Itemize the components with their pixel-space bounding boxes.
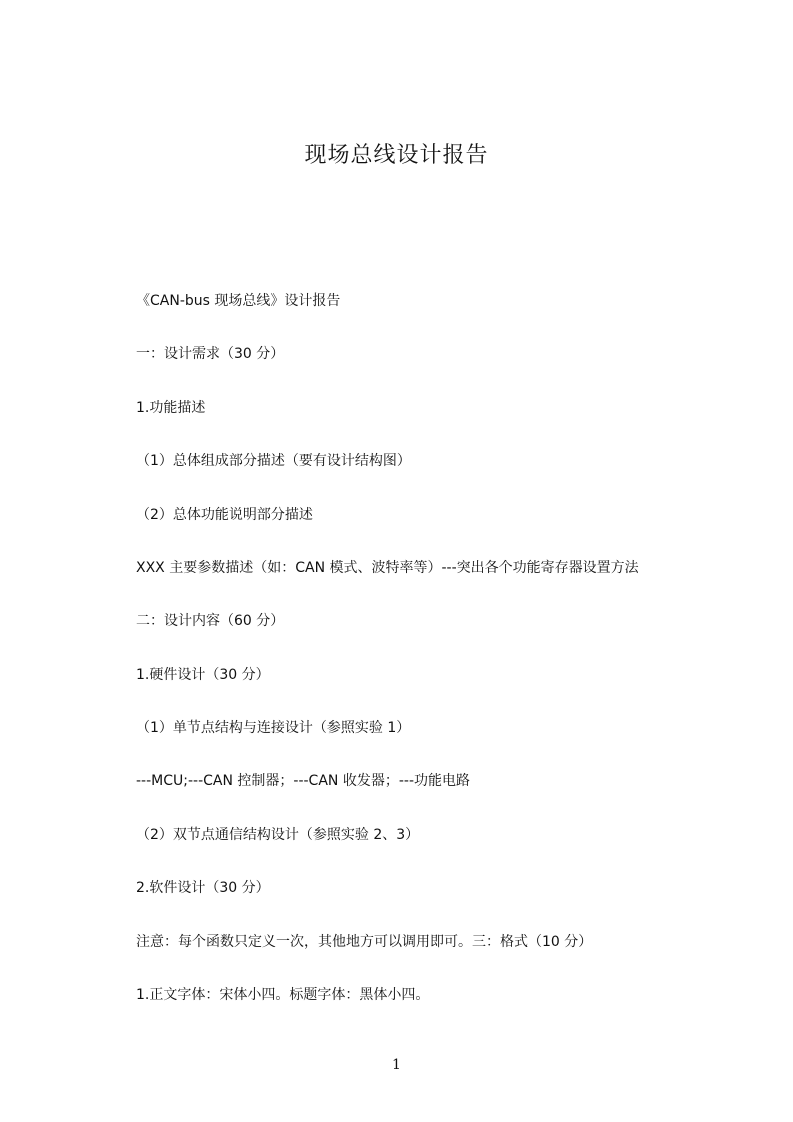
section-design-requirements: 一：设计需求（30 分）: [136, 346, 285, 362]
section-design-content: 二：设计内容（60 分）: [136, 613, 285, 629]
font-requirements: 1.正文字体：宋体小四。标题字体：黑体小四。: [136, 987, 430, 1003]
item-overall-components: （1）总体组成部分描述（要有设计结构图）: [136, 453, 411, 469]
subsection-hardware-design: 1.硬件设计（30 分）: [136, 667, 270, 683]
hardware-components-line: ---MCU;---CAN 控制器；---CAN 收发器；---功能电路: [136, 773, 470, 789]
subsection-function-description: 1.功能描述: [136, 400, 206, 416]
item-overall-functions: （2）总体功能说明部分描述: [136, 507, 313, 523]
item-dual-node-design: （2）双节点通信结构设计（参照实验 2、3）: [136, 827, 420, 843]
item-single-node-design: （1）单节点结构与连接设计（参照实验 1）: [136, 720, 411, 736]
note-and-format-section: 注意：每个函数只定义一次，其他地方可以调用即可。三：格式（10 分）: [136, 934, 593, 950]
report-heading: 《CAN-bus 现场总线》设计报告: [136, 293, 341, 309]
parameter-description: XXX 主要参数描述（如：CAN 模式、波特率等）---突出各个功能寄存器设置方法: [136, 560, 639, 576]
page-title: 现场总线设计报告: [304, 143, 489, 168]
page-number: 1: [392, 1057, 401, 1073]
subsection-software-design: 2.软件设计（30 分）: [136, 880, 270, 896]
